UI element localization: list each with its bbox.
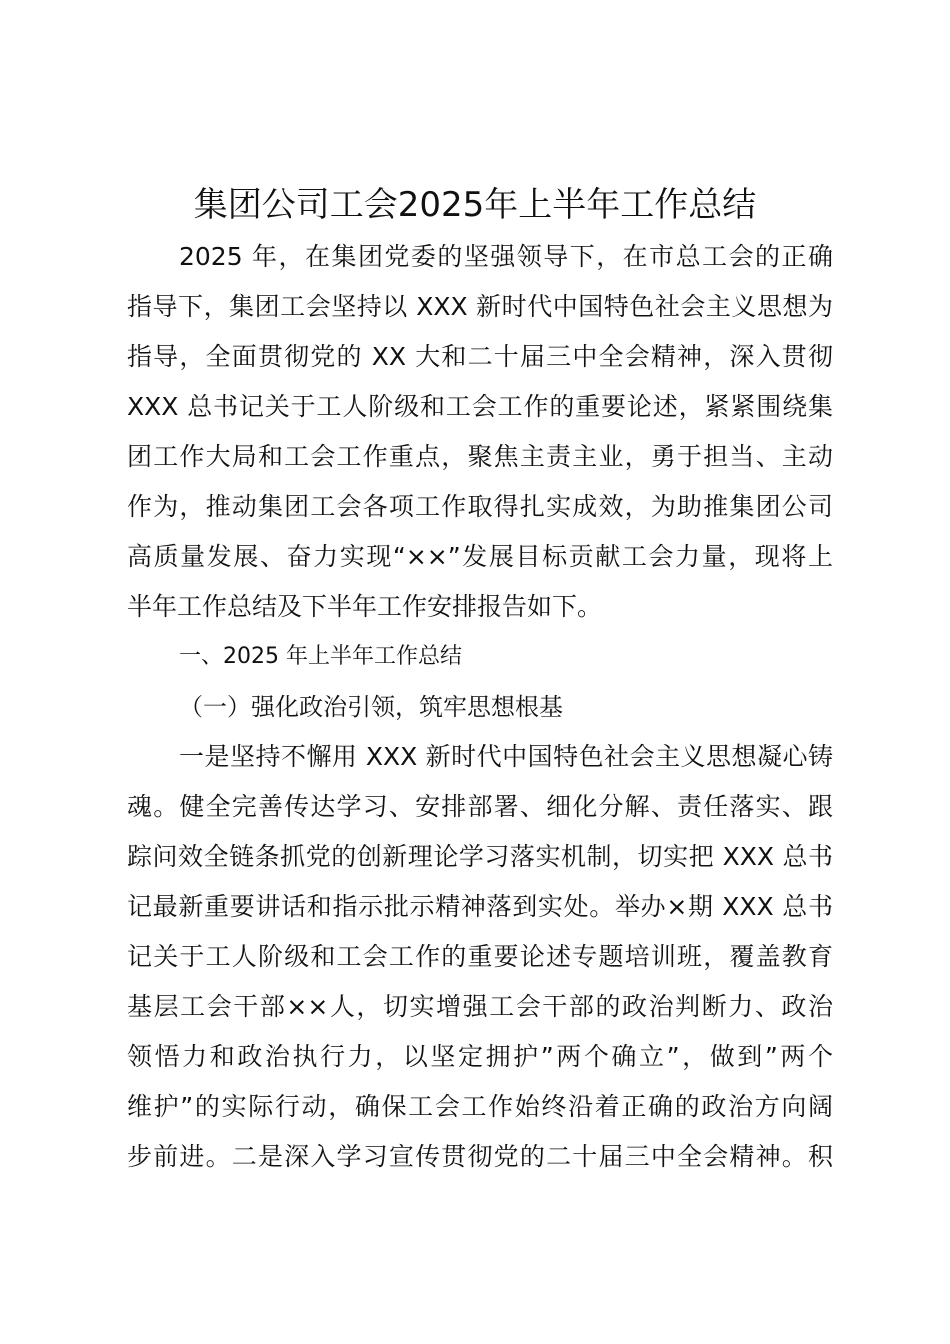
paragraph-line: 基层工会干部××人，切实增强工会干部的政治判断力、政治: [127, 992, 833, 1021]
paragraph-line: 领悟力和政治执行力，以坚定拥护”两个确立”，做到”两个: [127, 1042, 833, 1071]
paragraph-line: 指导下，集团工会坚持以 XXX 新时代中国特色社会主义思想为: [127, 292, 833, 321]
paragraph-line: 记关于工人阶级和工会工作的重要论述专题培训班，覆盖教育: [127, 942, 833, 971]
document-title: 集团公司工会2025年上半年工作总结: [193, 185, 757, 225]
section-heading: 一、2025 年上半年工作总结: [179, 644, 462, 669]
paragraph-line: 维护”的实际行动，确保工会工作始终沿着正确的政治方向阔: [127, 1092, 833, 1121]
paragraph-line: 高质量发展、奋力实现“××”发展目标贡献工会力量，现将上: [127, 542, 833, 571]
paragraph-line: 魂。健全完善传达学习、安排部署、细化分解、责任落实、跟: [127, 792, 833, 821]
paragraph-line: XXX 总书记关于工人阶级和工会工作的重要论述，紧紧围绕集: [127, 392, 833, 421]
paragraph-line: 记最新重要讲话和指示批示精神落到实处。举办×期 XXX 总书: [127, 892, 833, 921]
paragraph-line: 指导，全面贯彻党的 XX 大和二十届三中全会精神，深入贯彻: [127, 342, 833, 371]
subsection-heading: （一）强化政治引领，筑牢思想根基: [179, 693, 563, 721]
paragraph-line: 一是坚持不懈用 XXX 新时代中国特色社会主义思想凝心铸: [179, 742, 833, 771]
paragraph-line: 2025 年，在集团党委的坚强领导下，在市总工会的正确: [179, 242, 833, 271]
paragraph-line: 踪问效全链条抓党的创新理论学习落实机制，切实把 XXX 总书: [127, 842, 833, 871]
paragraph-line: 团工作大局和工会工作重点，聚焦主责主业，勇于担当、主动: [127, 442, 833, 471]
paragraph-line: 作为，推动集团工会各项工作取得扎实成效，为助推集团公司: [127, 492, 833, 521]
document-body: [127, 232, 833, 1182]
paragraph-line: 半年工作总结及下半年工作安排报告如下。: [127, 592, 603, 621]
paragraph-line: 步前进。二是深入学习宣传贯彻党的二十届三中全会精神。积: [127, 1142, 833, 1171]
